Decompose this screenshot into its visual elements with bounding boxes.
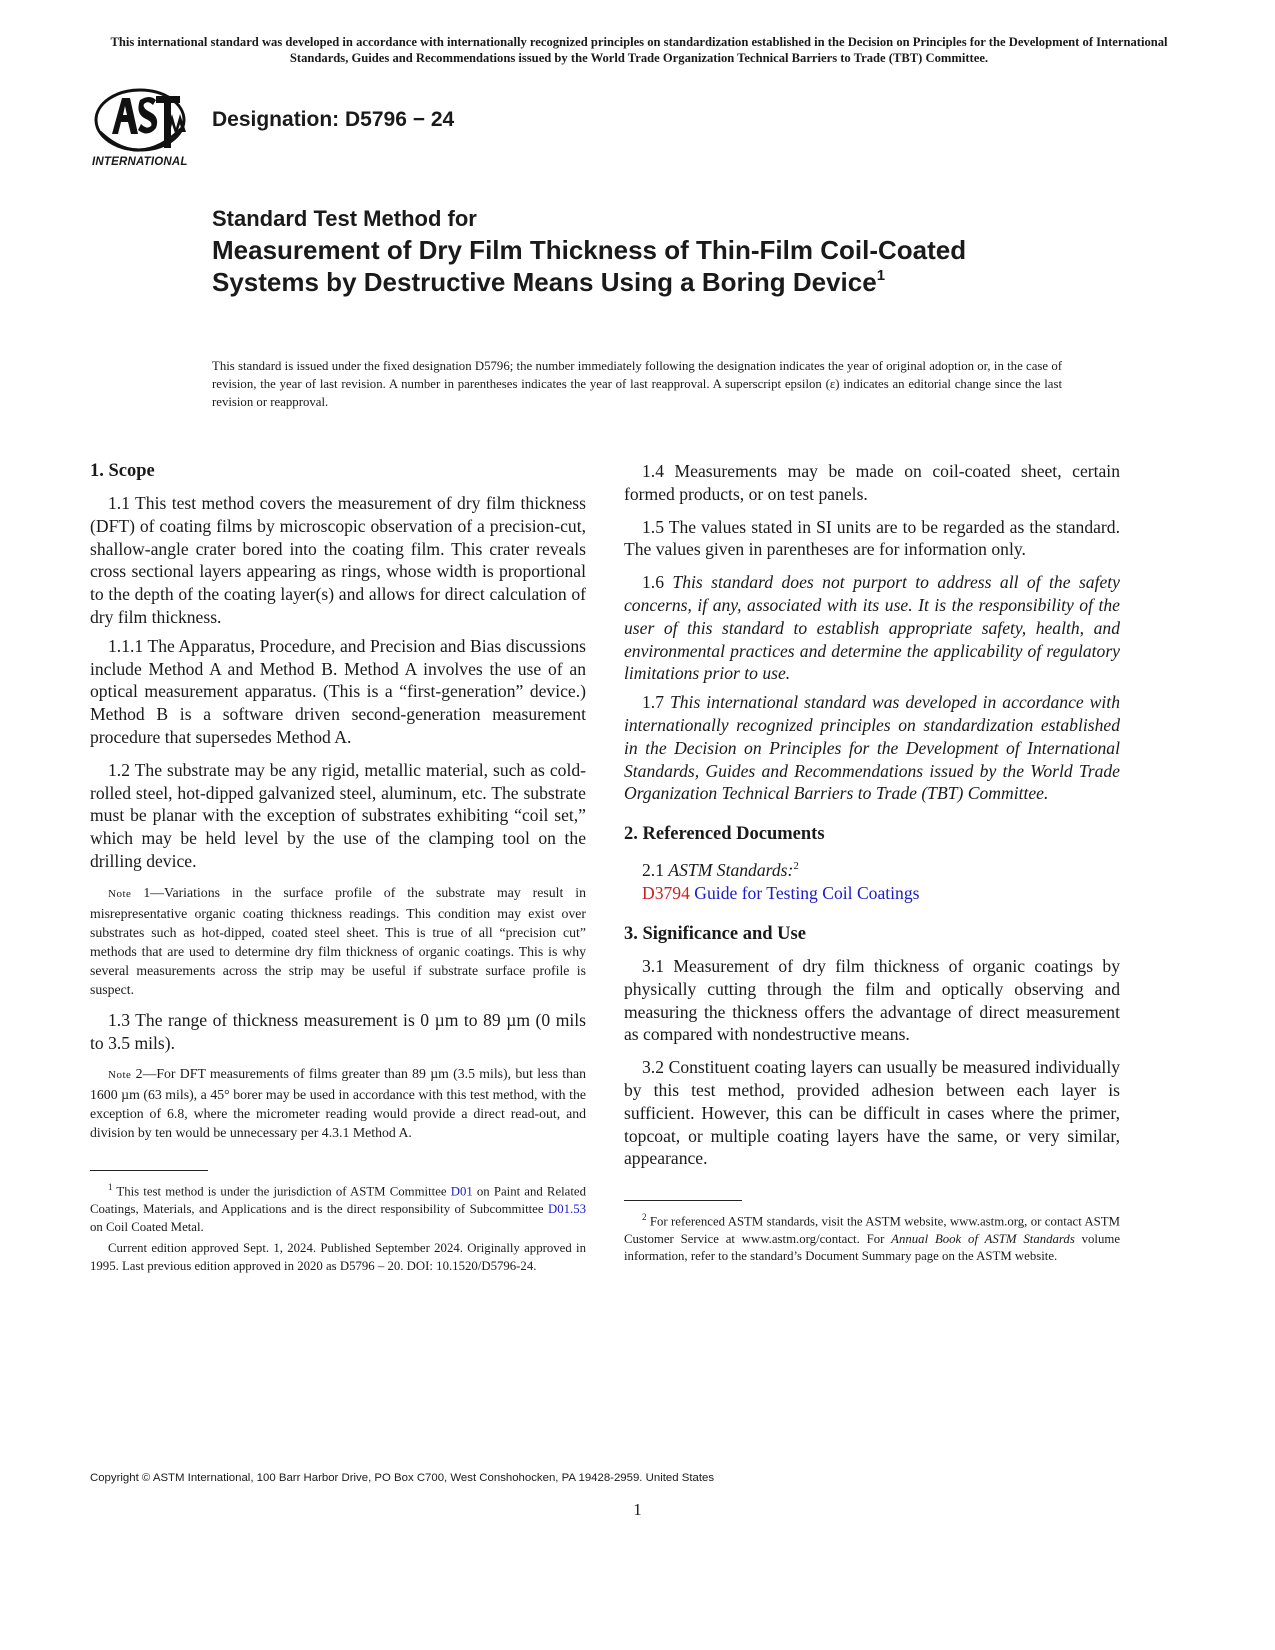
footnote-2-text-a: For referenced ASTM standards, visit the ASTM website, www.astm.org, or contact ASTM Customer Service at www.astm.org/contact. For <box>624 1214 1120 1246</box>
note-1-text: 1—Variations in the surface profile of the substrate may result in misrepresentative organic coating thickness readings. This condition may exist over substrates such as hot-dipped, coated steel sheet. This is true of all “precision cut” methods that are used to determine dry film thickness of organic coatings. This is why several measurements across the strip may be useful if substrate surface profile is suspect. <box>90 884 586 997</box>
paragraph-2-1-number: 2.1 <box>642 860 669 881</box>
committee-d01-link[interactable]: D01 <box>450 1184 473 1199</box>
note-1-label: Note <box>108 887 132 900</box>
page-number: 1 <box>633 1500 642 1519</box>
section-heading-referenced-documents: 2. Referenced Documents <box>624 824 825 845</box>
paragraph-1-7-text: This international standard was developed in accordance with internationally recognized principles on standardization established in the Decision on Principles for the Development of International Standards, Guides and Recommendations issued by the World Trade Organization Technical Barriers to Trade (TBT) Committee. <box>624 692 1120 804</box>
note-2-label: Note <box>108 1069 132 1082</box>
footnote-1 <box>90 1179 586 1236</box>
note-2 <box>90 1064 586 1142</box>
paragraph-1-6 <box>624 571 1120 685</box>
paragraph-1-2: 1.2 The substrate may be any rigid, metallic material, such as cold-rolled steel, hot-dipped galvanized steel, aluminum, etc. The substrate must be planar with the exception of substrates exhibiting “coil set,” which may be held level by the use of the clamping tool on the drilling device. <box>90 759 586 871</box>
footnote-1-text-c: on Coil Coated Metal. <box>90 1219 204 1234</box>
right-column <box>624 460 1120 1270</box>
paragraph-1-6-number: 1.6 <box>642 572 673 593</box>
title-footnote-mark: 1 <box>876 267 886 284</box>
reference-d3794[interactable] <box>642 882 1120 905</box>
paragraph-1-3: 1.3 The range of thickness measurement is 0 µm to 89 µm (0 mils to 3.5 mils). <box>90 1009 586 1053</box>
reference-title[interactable]: Guide for Testing Coil Coatings <box>689 883 920 904</box>
title-main <box>212 234 1012 298</box>
reference-code[interactable]: D3794 <box>642 883 690 904</box>
paragraph-1-6-text: This standard does not purport to address all of the safety concerns, if any, associated with its use. It is the responsibility of the user of this standard to establish appropriate safety, health, and environmental practices and determine the applicability of regulatory limitations prior to use. <box>624 572 1120 684</box>
paragraph-3-2: 3.2 Constituent coating layers can usually be measured individually by this test method, provided adhesion between each layer is sufficient. However, this can be difficult in cases where the primer, topcoat, or multiple coating layers have the same, or very similar, appearance. <box>624 1057 1120 1169</box>
footnote-2-text-b: volume information, refer to the standard’s Document Summary page on the ASTM website. <box>624 1231 1121 1264</box>
section-heading-significance: 3. Significance and Use <box>624 924 806 945</box>
logo-text: INTERNATIONAL <box>92 156 188 168</box>
footnote-1-mark: 1 <box>108 1182 113 1193</box>
title-line1: Standard Test Method for <box>212 206 477 231</box>
note-2-text: 2—For DFT measurements of films greater than 89 µm (3.5 mils), but less than 1600 µm (63 mils), a 45° borer may be used in accordance with this test method, with the exception of 6.8, where the micrometer reading would provide a direct read-out, and division by ten would be unnecessary per 4.3.1 Method A. <box>90 1066 586 1141</box>
section-heading-scope: 1. Scope <box>90 461 155 481</box>
footnote-1-text-a: This test method is under the jurisdiction of ASTM Committee <box>112 1184 451 1199</box>
footnote-1-edition: Current edition approved Sept. 1, 2024. Published September 2024. Originally approved in 1995. Last previous edition approved in 2020 as D5796 – 20. DOI: 10.1520/D5796-24. <box>90 1241 586 1273</box>
footnote-1-text-b: on Paint and Related Coatings, Materials, and Applications and is the direct responsibility of Subcommittee <box>90 1184 586 1217</box>
paragraph-1-7 <box>624 691 1120 805</box>
title-block <box>212 204 1012 298</box>
paragraph-1-7-number: 1.7 <box>642 692 670 713</box>
footnote-2-ref-mark: 2 <box>793 860 799 873</box>
paragraph-1-4: 1.4 Measurements may be made on coil-coated sheet, certain formed products, or on test panels. <box>624 461 1120 504</box>
footnote-2-italic: Annual Book of ASTM Standards <box>891 1231 1075 1246</box>
footnote-divider-right <box>624 1200 742 1201</box>
issue-note: This standard is issued under the fixed designation D5796; the number immediately following the designation indicates the year of original adoption or, in the case of revision, the year of last revision. A number in parentheses indicates the year of last reapproval. A superscript epsilon (ε) indicates an editorial change since the last revision or reapproval. <box>212 359 1062 409</box>
title-text: Measurement of Dry Film Thickness of Thin-Film Coil-Coated Systems by Destructive Means Using a Boring Device <box>212 235 967 297</box>
paragraph-2-1 <box>642 855 1120 882</box>
paragraph-3-1: 3.1 Measurement of dry film thickness of organic coatings by physically cutting through the film and optically observing and measuring the thickness offers the advantage of direct measurement as compared with nondestructive means. <box>624 956 1120 1045</box>
astm-standards-label: ASTM Standards: <box>668 860 794 881</box>
paragraph-1-1-1: 1.1.1 The Apparatus, Procedure, and Precision and Bias discussions include Method A and Method B. Method A involves the use of an optical measurement apparatus. (This is a “first-generation” device.) Method B is a software driven second-generation measurement procedure that supersedes Method A. <box>90 635 586 747</box>
footnote-divider <box>90 1170 208 1171</box>
subcommittee-d01-53-link[interactable]: D01.53 <box>547 1202 586 1217</box>
note-1 <box>90 883 586 999</box>
designation: Designation: D5796 − 24 <box>212 108 455 131</box>
top-notice: This international standard was developed in accordance with internationally recognized principles on standardization established in the Decision on Principles for the Development of International Standards, Guides and Recommendations issued by the World Trade Organization Technical Barriers to Trade (TBT) Committee. <box>110 35 1168 65</box>
copyright-notice: Copyright © ASTM International, 100 Barr Harbor Drive, PO Box C700, West Conshohocken, PA 19428-2959. United States <box>90 1472 715 1484</box>
paragraph-1-5: 1.5 The values stated in SI units are to be regarded as the standard. The values given in parentheses are for information only. <box>624 516 1120 560</box>
footnote-2-mark: 2 <box>642 1212 647 1223</box>
footnote-2 <box>624 1209 1120 1266</box>
left-column <box>90 460 586 1279</box>
paragraph-1-1: 1.1 This test method covers the measurement of dry film thickness (DFT) of coating films by microscopic observation of a precision-cut, shallow-angle crater bored into the coating film. This crater reveals cross sectional layers appearing as rings, whose width is proportional to the depth of the coating layer(s) and allows for direct calculation of dry film thickness. <box>90 493 586 627</box>
